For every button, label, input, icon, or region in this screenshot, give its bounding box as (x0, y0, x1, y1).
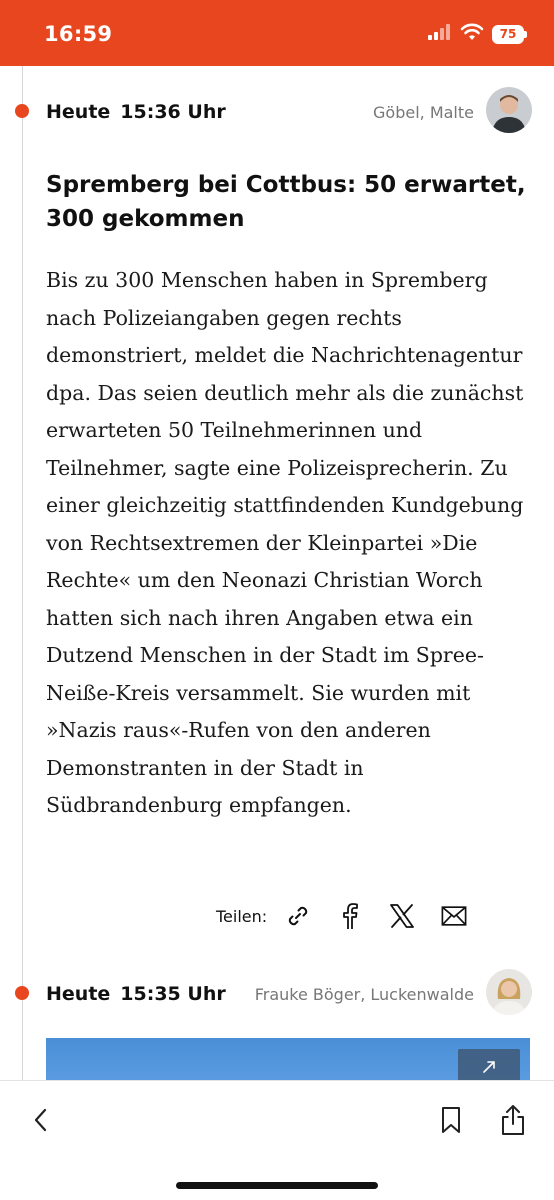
post-body: Bis zu 300 Menschen haben in Spremberg nach Polizeiangaben gegen rechts demonstriert, meldet die Nachrichtenagentur dpa. Das seien deutlich mehr als die zunächst erwarteten 50 Teilnehmerinnen und Teilnehmer, sagte eine Polizeisprecherin. Zu einer gleichzeitig stattfindenden Kundgebung von Rechtsextremen der Kleinpartei »Die Rechte« um den Neonazi Christian Worch hatten sich nach ihren Angaben etwa ein Dutzend Menschen in der Stadt im Spree-Neiße-Kreis versammelt. Sie wurden mit »Nazis raus«-Rufen von den anderen Demonstranten in der Stadt in Südbrandenburg empfangen. (46, 268, 524, 817)
status-icons (428, 24, 524, 44)
timeline-dot (15, 104, 29, 118)
signal-icon (428, 24, 452, 45)
timeline-line (22, 66, 23, 1080)
facebook-icon[interactable] (337, 903, 363, 929)
post-time: 15:35 Uhr (120, 983, 226, 1005)
back-icon[interactable] (26, 1103, 56, 1137)
author-avatar[interactable] (486, 87, 532, 133)
expand-button[interactable] (458, 1049, 520, 1080)
post-time: 15:36 Uhr (120, 101, 226, 123)
timeline-dot (15, 986, 29, 1000)
share-icon[interactable] (498, 1103, 528, 1137)
status-time: 16:59 (44, 22, 113, 46)
post-timestamp (46, 983, 226, 1005)
bookmark-icon[interactable] (436, 1103, 466, 1137)
post-timestamp (46, 101, 226, 123)
post-image[interactable] (46, 1038, 530, 1080)
expand-icon (481, 1059, 497, 1080)
home-indicator (176, 1182, 378, 1189)
post-day: Heute (46, 101, 111, 123)
author-avatar[interactable] (486, 969, 532, 1015)
mail-icon[interactable] (441, 903, 467, 929)
wifi-icon (460, 23, 484, 46)
battery-icon: 75 (492, 25, 524, 44)
post-day: Heute (46, 983, 111, 1005)
post-headline: Spremberg bei Cottbus: 50 erwartet, 300 gekommen (46, 172, 526, 232)
post-author[interactable]: Göbel, Malte (373, 103, 474, 122)
share-label: Teilen: (216, 906, 268, 926)
x-icon[interactable] (389, 903, 415, 929)
share-row (216, 896, 493, 936)
link-icon[interactable] (285, 903, 311, 929)
post-author[interactable]: Frauke Böger, Luckenwalde (254, 985, 474, 1004)
status-bar (0, 0, 554, 66)
